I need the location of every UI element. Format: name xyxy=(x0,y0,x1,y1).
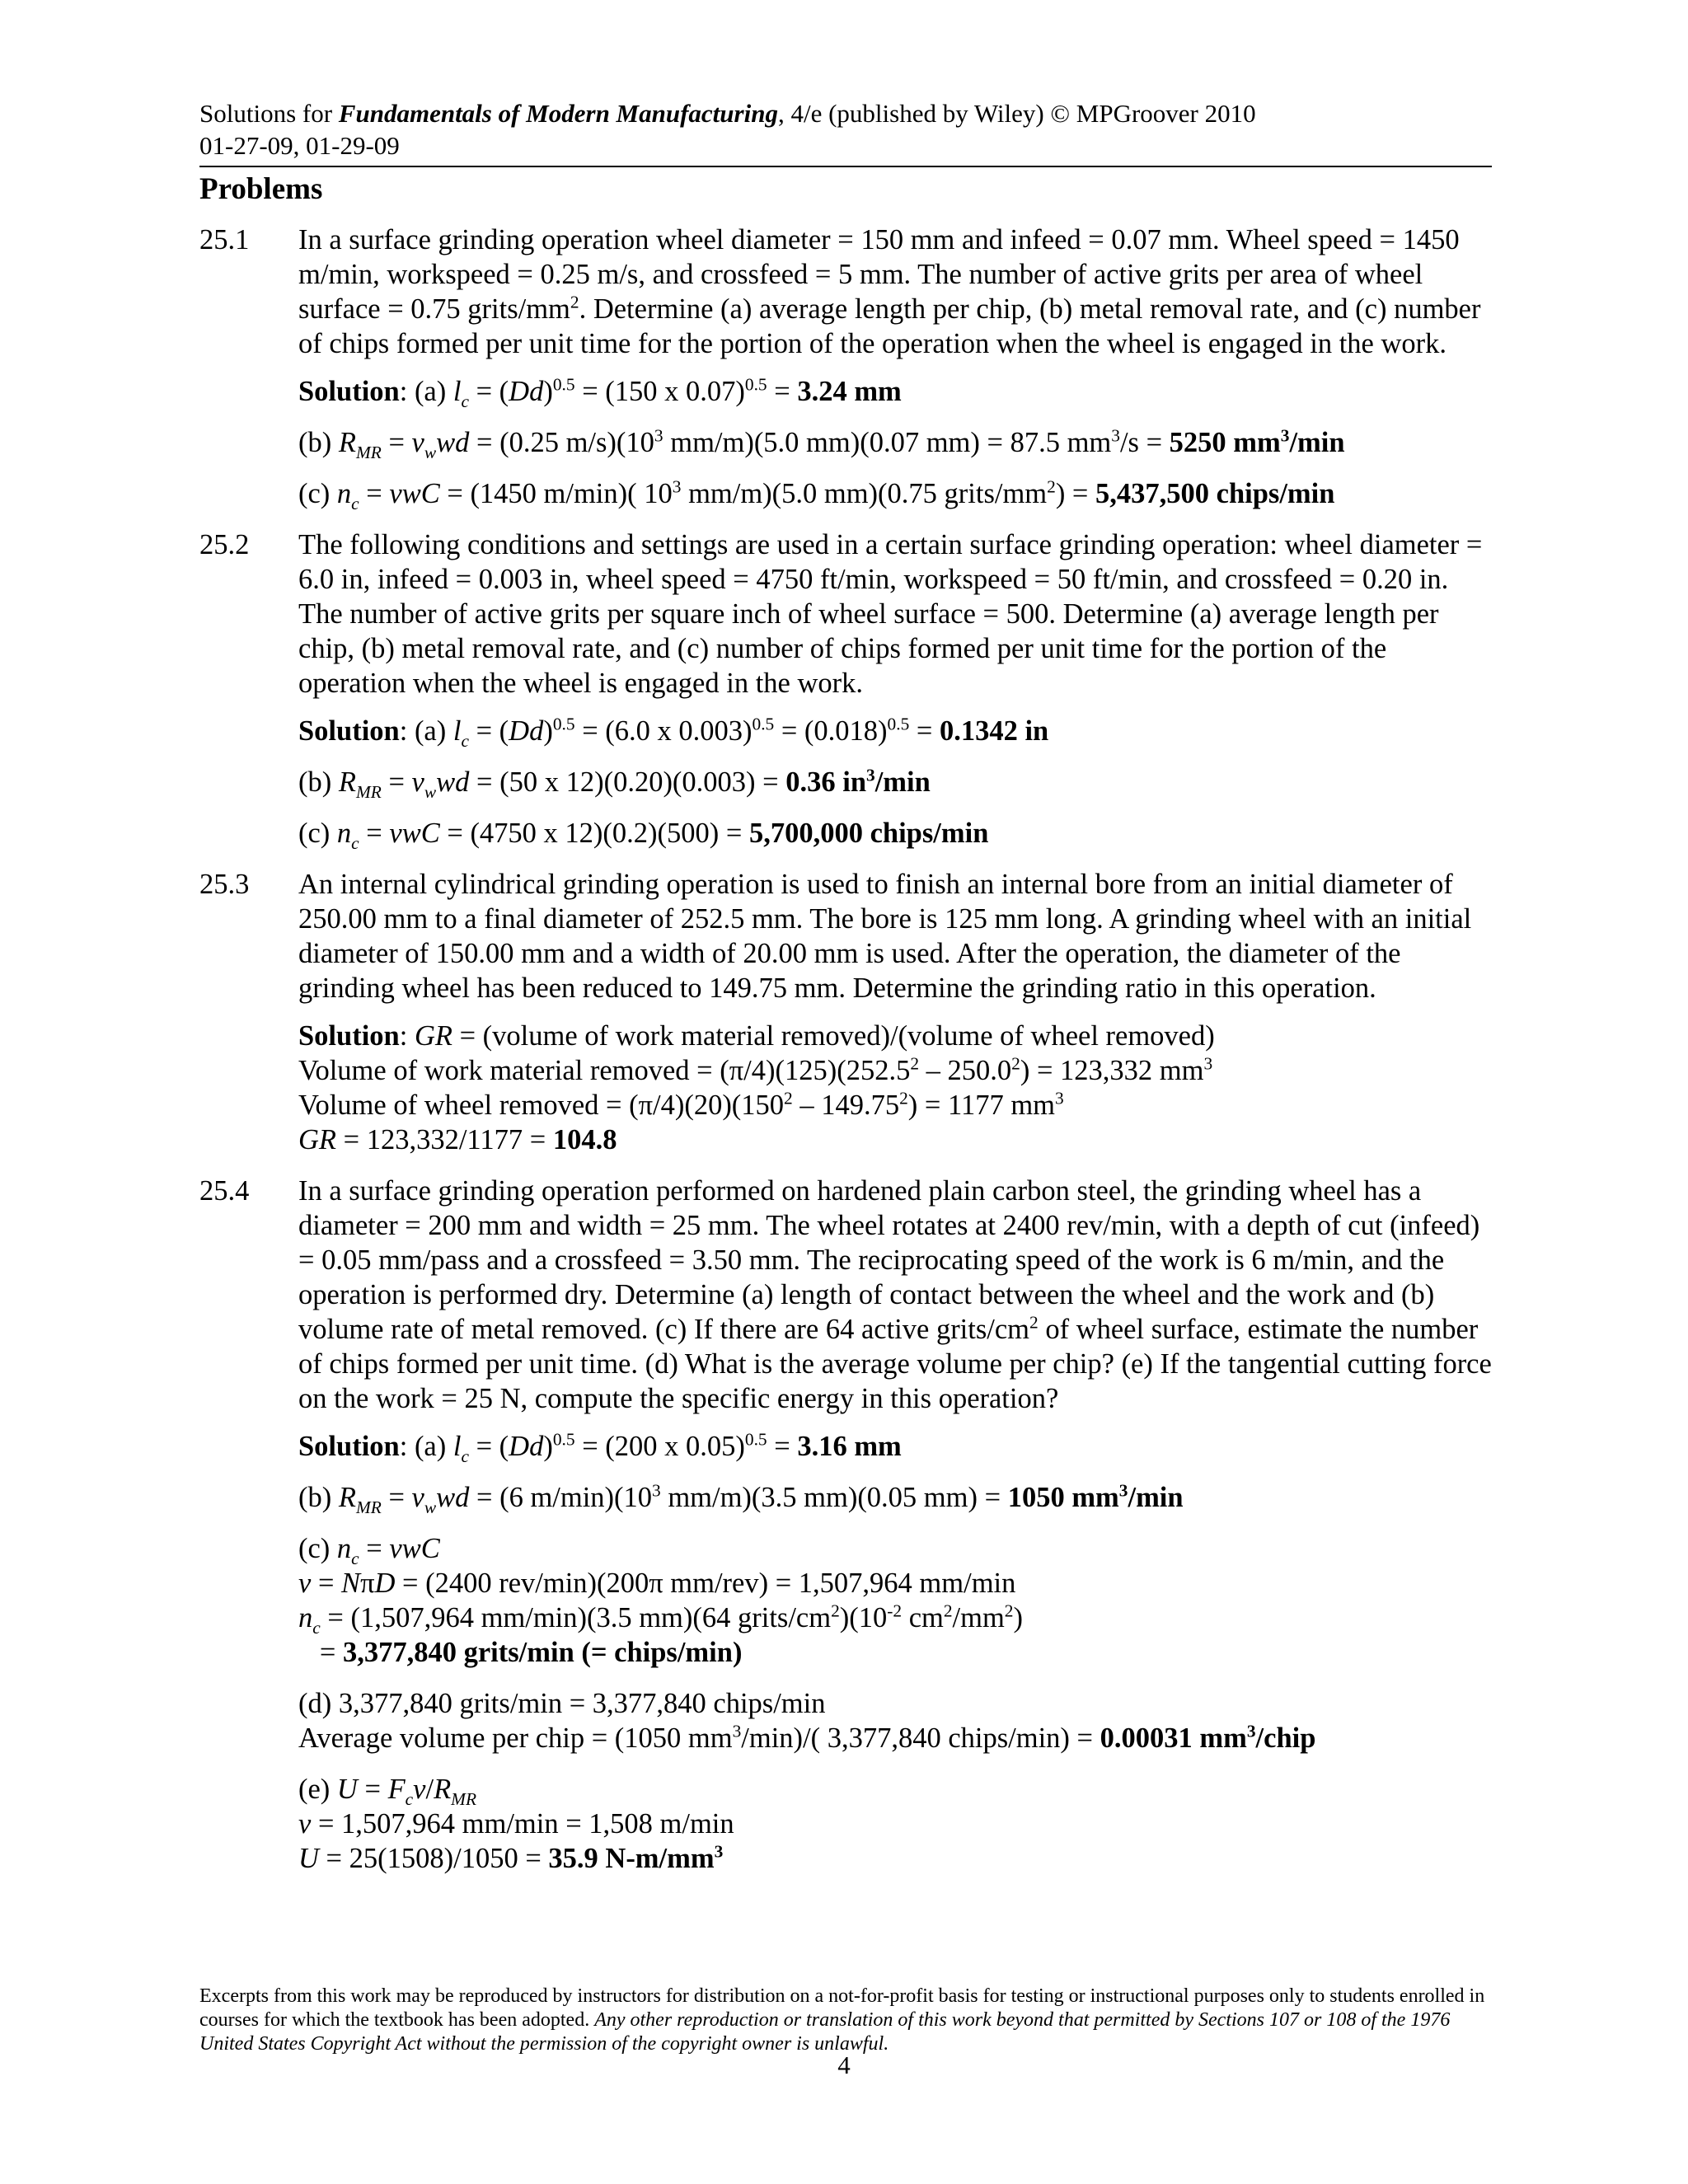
problem-item xyxy=(199,223,1492,511)
solution-line: (e) $U = F_cv/R_{MR}$ xyxy=(298,1774,477,1809)
solution-block xyxy=(298,374,1492,409)
solution-line: Volume of wheel removed = $(\pi/4)(20)(150^2 - 149.75^2) = 1177$ $mm^3$ xyxy=(298,1088,1064,1121)
problem-body xyxy=(298,223,1492,511)
problem-number: 25.4 xyxy=(199,1175,250,1207)
problem-item xyxy=(199,1174,1492,1876)
solution-block xyxy=(298,1019,1492,1157)
solution-line: (c) $n_c$ = vwC = (1450 m/min)( $10^3$ mm/m)(5.0 mm)(0.75 grits/$mm^2) = 5,437,500$ chips/min xyxy=(298,476,1335,513)
problem-statement: In a surface grinding operation performed on hardened plain carbon steel, the grinding wheel has a diameter = 200 mm and width = 25 mm. The wheel rotates at 2400 rev/min, with a depth of cut (infeed) = 0.05 mm/pass and a crossfeed = 3.50 mm. The reciprocating speed of the work is 6 m/min, and the operation is performed dry. Determine (a) length of contact between the wheel and the work and (b) volume rate of metal removed. (c) If there are 64 active grits/$cm^2$ of wheel surface, estimate the number of chips formed per unit time. (d) What is the average volume per chip? (e) If the tangential cutting force on the work = 25 N, compute the specific energy in this operation? xyxy=(298,1175,1492,1414)
solution-line: U = 25(1508)/1050 = 35.9 $N-m/mm^3$ xyxy=(298,1841,724,1874)
solution-line: = 3,377,840 grits/min (= chips/min) xyxy=(298,1637,743,1668)
solution-line: Average volume per chip = (1050 $mm^3/\min)/$( 3,377,840 chips/min) = 0.00031 $mm^3$/chip xyxy=(298,1721,1316,1754)
header-line-1: Solutions for Fundamentals of Modern Manufacturing, 4/e (published by Wiley) © MPGroover 2010 xyxy=(199,99,1256,128)
solution-block xyxy=(298,425,1492,460)
solution-line: $n_c = (1,507,964$ mm/min)(3.5 mm)(64 grits/$cm^2)(10^{-2}$ $cm^2/mm^2$) xyxy=(298,1601,1023,1638)
solution-block xyxy=(298,1686,1492,1755)
solution-block xyxy=(298,714,1492,751)
problem-body xyxy=(298,527,1492,851)
problem-statement: In a surface grinding operation wheel diameter = 150 mm and infeed = 0.07 mm. Wheel speed = 1450 m/min, workspeed = 0.25 m/s, and crossfeed = 5 mm. The number of active grits per area of wheel surface = 0.75 grits/$mm^2$. Determine (a) average length per chip, (b) metal removal rate, and (c) number of chips formed per unit time for the portion of the operation when the wheel is engaged in the work. xyxy=(298,224,1481,359)
problem-item xyxy=(199,527,1492,851)
problem-item xyxy=(199,867,1492,1157)
section-title: Problems xyxy=(199,172,323,206)
solution-line: (d) 3,377,840 grits/min = 3,377,840 chips/min xyxy=(298,1688,826,1719)
problem-statement: The following conditions and settings are used in a certain surface grinding operation: wheel diameter = 6.0 in, infeed = 0.003 in, wheel speed = 4750 ft/min, workspeed = 50 ft/min, and crossfeed = 0.20 in. The number of active grits per square inch of wheel surface = 500. Determine (a) average length per chip, (b) metal removal rate, and (c) number of chips formed per unit time for the portion of the operation when the wheel is engaged in the work. xyxy=(298,529,1483,699)
solution-block xyxy=(298,1531,1492,1670)
problems-list xyxy=(199,223,1492,1892)
header-rule xyxy=(199,166,1492,167)
solution-line: (c) $n_c$ = vwC = (4750 x 12)(0.2)(500) = 5,700,000 chips/min xyxy=(298,818,989,853)
solution-line: Solution: (a) $l_c = (Dd)^{0.5} = (150$ x 0.07)$^{0.5}$ = 3.24 mm xyxy=(298,374,902,411)
solution-line: (b) $R_{MR} = v_wwd = (6$ $m/\min)(10^3$ mm/m)(3.5 mm)(0.05 mm) = 1050 $mm^3/\min$ xyxy=(298,1480,1184,1517)
page-number: 4 xyxy=(837,2050,851,2079)
solution-block xyxy=(298,1480,1492,1515)
solution-line: v = 1,507,964 mm/min = 1,508 m/min xyxy=(298,1808,734,1840)
page-header xyxy=(199,97,1492,162)
solution-line: (b) $R_{MR} = v_wwd = (50$ x 12)(0.20)(0.003) = 0.36 $in^3/\min$ xyxy=(298,765,931,802)
solution-line: (c) $n_c$ = vwC xyxy=(298,1533,440,1568)
solution-block xyxy=(298,476,1492,511)
solution-line: Volume of work material removed = $(\pi/4)(125)(252.5^2 - 250.0^2) = 123,332$ $mm^3$ xyxy=(298,1053,1213,1086)
solution-line: Solution: GR = (volume of work material removed)/(volume of wheel removed) xyxy=(298,1020,1215,1052)
solution-line: Solution: (a) $l_c = (Dd)^{0.5} = (200$ x 0.05)$^{0.5}$ = 3.16 mm xyxy=(298,1429,902,1466)
problem-body xyxy=(298,867,1492,1157)
solution-line: Solution: (a) $l_c = (Dd)^{0.5} = (6.0$ x $0.003)^{0.5} = (0.018)^{0.5} = 0.1342$ in xyxy=(298,714,1049,751)
solution-line: (b) $R_{MR} = v_wwd = (0.25$ $m/s)(10^3$ mm/m)(5.0 mm)(0.07 mm) = 87.5 $mm^3/s = 5250$ $mm^3/\min$ xyxy=(298,425,1345,462)
solution-line: v = NπD = (2400 rev/min)(200π mm/rev) = 1,507,964 mm/min xyxy=(298,1568,1016,1599)
problem-number: 25.2 xyxy=(199,529,250,560)
solution-block xyxy=(298,765,1492,802)
problem-number: 25.1 xyxy=(199,224,250,255)
header-line-2: 01-27-09, 01-29-09 xyxy=(199,131,400,160)
solution-block xyxy=(298,1772,1492,1876)
copyright-footer: Excerpts from this work may be reproduced by instructors for distribution on a not-for-profit basis for testing or instructional purposes only to students enrolled in courses for which the textbook has been adopted. Any other reproduction or translation of this work beyond that permitted by Sections 107 or 108 of the 1976 United States Copyright Act without the permission of the copyright owner is unlawful. xyxy=(199,1985,1485,2055)
problem-statement: An internal cylindrical grinding operation is used to finish an internal bore from an initial diameter of 250.00 mm to a final diameter of 252.5 mm. The bore is 125 mm long. A grinding wheel with an initial diameter of 150.00 mm and a width of 20.00 mm is used. After the operation, the diameter of the grinding wheel has been reduced to 149.75 mm. Determine the grinding ratio in this operation. xyxy=(298,869,1472,1004)
solution-line: GR = 123,332/1177 = 104.8 xyxy=(298,1124,617,1155)
solution-block xyxy=(298,816,1492,851)
problem-body xyxy=(298,1174,1492,1876)
problem-number: 25.3 xyxy=(199,869,250,900)
solution-block xyxy=(298,1429,1492,1464)
